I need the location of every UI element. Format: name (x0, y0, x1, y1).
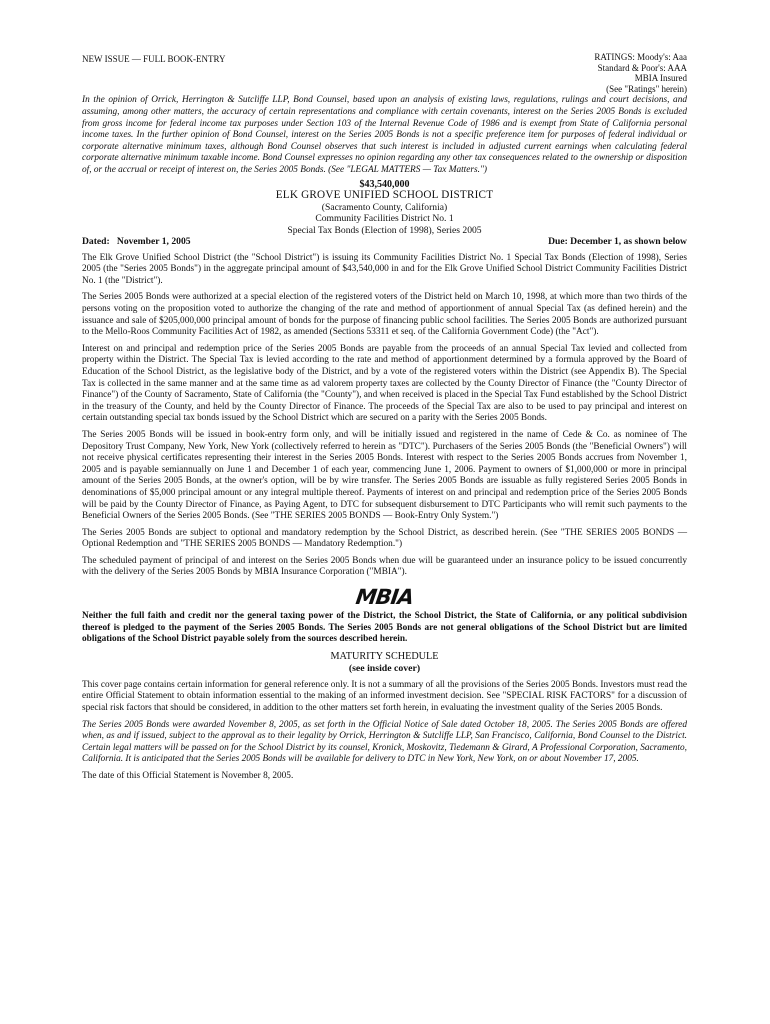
ratings-block (594, 52, 687, 94)
cover-page-content (82, 52, 687, 783)
statement-date: The date of this Official Statement is November 8, 2005. (82, 771, 294, 781)
cover-page-notice: This cover page contains certain information for general reference only. It is not a summary of all the provisions of the Series 2005 Bonds. Investors must read the entire Official Statement to obtain information essential to the making of an informed investment decision. See "SPECIAL RISK FACTORS" for a discussion of special risk factors that should be considered, in addition to the other matters set forth herein, in evaluating the investment quality of the Series 2005 Bonds. (82, 679, 687, 714)
paragraph-insurance: The scheduled payment of principal of and interest on the Series 2005 Bonds when due will be guaranteed under an insurance policy to be issued concurrently with the delivery of the Series 2005 Bonds by MBIA Insurance Corporation ("MBIA"). (82, 555, 687, 578)
rating-sp: Standard & Poor's: AAA (597, 62, 687, 73)
tax-opinion-paragraph: In the opinion of Orrick, Herrington & Sutcliffe LLP, Bond Counsel, based upon an analysis of existing laws, regulations, rulings and court decisions, and assuming, among other matters, the accuracy of certain representations and compliance with certain covenants, interest on the Series 2005 Bonds is excluded from gross income for federal income tax purposes under Section 103 of the Internal Revenue Code of 1986 and is exempt from State of California personal income taxes. In the further opinion of Bond Counsel, interest on the Series 2005 Bonds is not a specific preference item for purposes of federal individual or corporate alternative minimum taxes, although Bond Counsel observes that such interest is included in adjusted current earnings when calculating federal corporate alternative minimum taxable income. Bond Counsel expresses no opinion regarding any other tax consequences related to the ownership or disposition of, or the accrual or receipt of interest on, the Series 2005 Bonds. (See "LEGAL MATTERS — Tax Matters.") (82, 95, 687, 175)
bond-series-name: Special Tax Bonds (Election of 1998), Series 2005 (287, 224, 482, 236)
paragraph-redemption: The Series 2005 Bonds are subject to optional and mandatory redemption by the School District, as described herein. (See "THE SERIES 2005 BONDS — Optional Redemption and "THE SERIES 2005 BONDS — Mandatory Redemption.") (82, 527, 687, 550)
mbia-logo (82, 585, 687, 609)
limited-obligation-notice: Neither the full faith and credit nor the general taxing power of the District, the School District, the State of California, or any political subdivision thereof is pledged to the payment of the Series 2005 Bonds. The Series 2005 Bonds are not general obligations of the School District but are limited obligations of the School District payable solely from the sources described herein. (82, 611, 687, 645)
maturity-schedule-subtitle: (see inside cover) (348, 662, 421, 674)
bond-amount: $43,540,000 (359, 178, 410, 190)
issue-type: NEW ISSUE — FULL BOOK-ENTRY (82, 54, 226, 64)
rating-moodys: RATINGS: Moody's: Aaa (594, 52, 687, 62)
dated-due-row (82, 236, 687, 248)
rating-reference: (See "Ratings" herein) (606, 83, 687, 94)
district-name: ELK GROVE UNIFIED SCHOOL DISTRICT (275, 189, 494, 202)
maturity-schedule-heading (82, 651, 687, 675)
mbia-logo-text: MBIA (354, 585, 415, 610)
award-notice: The Series 2005 Bonds were awarded November 8, 2005, as set forth in the Official Notice of Sale dated October 18, 2005. The Series 2005 Bonds are offered when, as and if issued, subject to the approval as to their legality by Orrick, Herrington & Sutcliffe LLP, San Francisco, California, Bond Counsel to the District. Certain legal matters will be passed on for the School District by its counsel, Kronick, Moskovitz, Tiedemann & Girard, A Professional Corporation, Sacramento, California. It is anticipated that the Series 2005 Bonds will be available for delivery to DTC in New York, New York, on or about November 17, 2005. (82, 719, 687, 765)
paragraph-issuance: The Elk Grove Unified School District (the "School District") is issuing its Community Facilities District No. 1 Special Tax Bonds (Election of 1998), Series 2005 (the "Series 2005 Bonds") in the aggregate principal amount of $43,540,000 in and for the Elk Grove Unified School District Community Facilities District No. 1 (the "District"). (82, 252, 687, 286)
paragraph-book-entry: The Series 2005 Bonds will be issued in book-entry form only, and will be initially issued and registered in the name of Cede & Co. as nominee of The Depository Trust Company, New York, New York (collectively referred to herein as "DTC"). Purchasers of the Series 2005 Bonds (the "Beneficial Owners") will not receive physical certificates representing their interest in the Series 2005 Bonds. Interest with respect to the Series 2005 Bonds accrues from November 1, 2005 and is payable semiannually on June 1 and December 1 of each year, commencing June 1, 2006. Payment to owners of $1,000,000 or more in principal amount of the Series 2005 Bonds, at the owner's option, will be by wire transfer. The Series 2005 Bonds are issuable as fully registered Series 2005 Bonds in denominations of $5,000 principal amount or any integral multiple thereof. Payments of interest on and principal and redemption price of the Series 2005 Bonds will be paid by the County Director of Finance, as Paying Agent, to DTC for subsequent disbursement to DTC Participants who will remit such payments to the Beneficial Owners of the Series 2005 Bonds. (See "THE SERIES 2005 BONDS — Book-Entry Only System.") (82, 429, 687, 522)
paragraph-authorization: The Series 2005 Bonds were authorized at a special election of the registered voters of the District held on March 10, 1998, at which more than two thirds of the persons voting on the proposition voted to authorize the changing of the rate and method of apportionment of annual Special Tax (as defined herein) and the issuance and sale of $205,000,000 principal amount of bonds for the purpose of financing public school facilities. The Series 2005 Bonds are authorized pursuant to the Mello-Roos Community Facilities Act of 1982, as amended (Sections 53311 et seq. of the California Government Code) (the "Act"). (82, 292, 687, 338)
maturity-schedule-title: MATURITY SCHEDULE (330, 650, 439, 662)
cfd-name: Community Facilities District No. 1 (315, 213, 454, 225)
paragraph-special-tax: Interest on and principal and redemption price of the Series 2005 Bonds are payable from the proceeds of an annual Special Tax levied and collected from property within the District. The Special Tax is levied according to the rate and method of apportionment determined by a formula approved by the Board of Education of the School District, as the legislative body of the District, and by a vote of the registered voters within the District (see Appendix B). The Special Tax is collected in the same manner and at the same time as ad valorem property taxes are collected by the County Director of Finance (the "County Director of Finance") of the County of Sacramento, State of California (the "County"), and when received is placed in the Special Tax Fund established by the School District in the treasury of the County, and held by the County Director of Finance. The proceeds of the Special Tax are also to be used to pay principal and interest on certain outstanding special tax bonds issued by the School District which are secured on a parity with the Series 2005 Bonds. (82, 343, 687, 424)
header-row (82, 52, 687, 94)
bond-title-block (82, 179, 687, 237)
rating-insurer: MBIA Insured (634, 73, 687, 84)
due-date: Due: December 1, as shown below (548, 236, 687, 248)
county-name: (Sacramento County, California) (321, 201, 448, 213)
dated-date: Dated: November 1, 2005 (82, 236, 191, 248)
